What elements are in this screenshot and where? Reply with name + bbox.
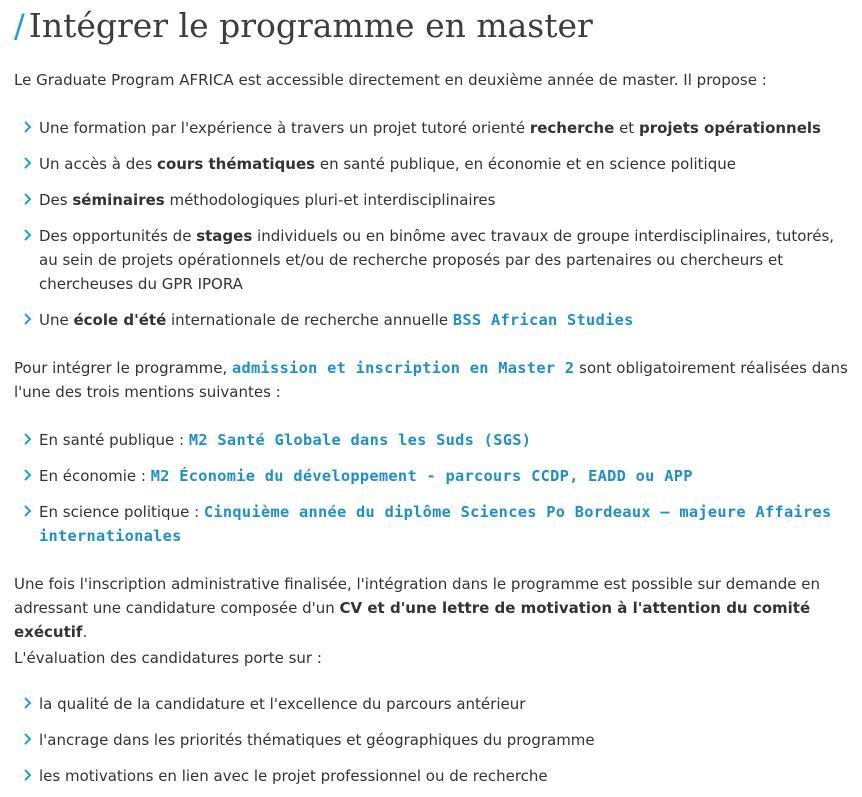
mentions-list bbox=[22, 428, 852, 548]
slash-icon: / bbox=[14, 7, 25, 45]
page-title bbox=[14, 2, 593, 50]
chevron-right-icon bbox=[23, 732, 33, 746]
list-item: l'ancrage dans les priorités thématiques et géographiques du programme bbox=[22, 728, 852, 752]
economie-master-link[interactable]: M2 Économie du développement - parcours CCDP, EADD ou APP bbox=[150, 467, 693, 485]
intro-paragraph: Le Graduate Program AFRICA est accessible directement en deuxième année de master. Il propose : bbox=[14, 71, 767, 89]
offers-list bbox=[22, 116, 852, 332]
chevron-right-icon bbox=[23, 468, 33, 482]
sciences-po-link[interactable]: Cinquième année du diplôme Sciences Po Bordeaux – majeure Affaires internationales bbox=[39, 503, 832, 545]
list-item: la qualité de la candidature et l'excellence du parcours antérieur bbox=[22, 692, 852, 716]
list-item: En économie : M2 Économie du développement - parcours CCDP, EADD ou APP bbox=[22, 464, 852, 488]
list-item: En science politique : Cinquième année du diplôme Sciences Po Bordeaux – majeure Affaires internationales bbox=[22, 500, 852, 548]
chevron-right-icon bbox=[23, 192, 33, 206]
list-item: Des séminaires méthodologiques pluri-et interdisciplinaires bbox=[22, 188, 852, 212]
criteria-list bbox=[22, 692, 852, 788]
chevron-right-icon bbox=[23, 312, 33, 326]
list-item: Une école d'été internationale de recherche annuelle BSS African Studies bbox=[22, 308, 852, 332]
list-item: Une formation par l'expérience à travers un projet tutoré orienté recherche et projets opérationnels bbox=[22, 116, 852, 140]
chevron-right-icon bbox=[23, 768, 33, 782]
list-item: Un accès à des cours thématiques en santé publique, en économie et en science politique bbox=[22, 152, 852, 176]
admission-paragraph: Pour intégrer le programme, admission et inscription en Master 2 sont obligatoirement réalisées dans l'une des trois mentions suivantes : bbox=[14, 359, 848, 401]
chevron-right-icon bbox=[23, 228, 33, 242]
list-item: les motivations en lien avec le projet professionnel ou de recherche bbox=[22, 764, 852, 788]
list-item: Des opportunités de stages individuels ou en binôme avec travaux de groupe interdisciplinaires, tutorés, au sein de projets opérationnels et/ou de recherche proposés par des partenaires ou chercheurs et chercheuses du GPR IPORA bbox=[22, 224, 852, 296]
chevron-right-icon bbox=[23, 504, 33, 518]
chevron-right-icon bbox=[23, 432, 33, 446]
chevron-right-icon bbox=[23, 696, 33, 710]
bss-african-studies-link[interactable]: BSS African Studies bbox=[452, 311, 634, 329]
evaluation-paragraph: L'évaluation des candidatures porte sur : bbox=[14, 649, 322, 667]
list-item: En santé publique : M2 Santé Globale dans les Suds (SGS) bbox=[22, 428, 852, 452]
page-title-text: Intégrer le programme en master bbox=[28, 6, 593, 45]
chevron-right-icon bbox=[23, 120, 33, 134]
admission-link[interactable]: admission et inscription en Master 2 bbox=[232, 359, 575, 377]
chevron-right-icon bbox=[23, 156, 33, 170]
sgs-master-link[interactable]: M2 Santé Globale dans les Suds (SGS) bbox=[188, 431, 532, 449]
application-paragraph: Une fois l'inscription administrative finalisée, l'intégration dans le programme est possible sur demande en adressant une candidature composée d'un CV et d'une lettre de motivation à l'attention du comité exécutif. bbox=[14, 575, 821, 641]
